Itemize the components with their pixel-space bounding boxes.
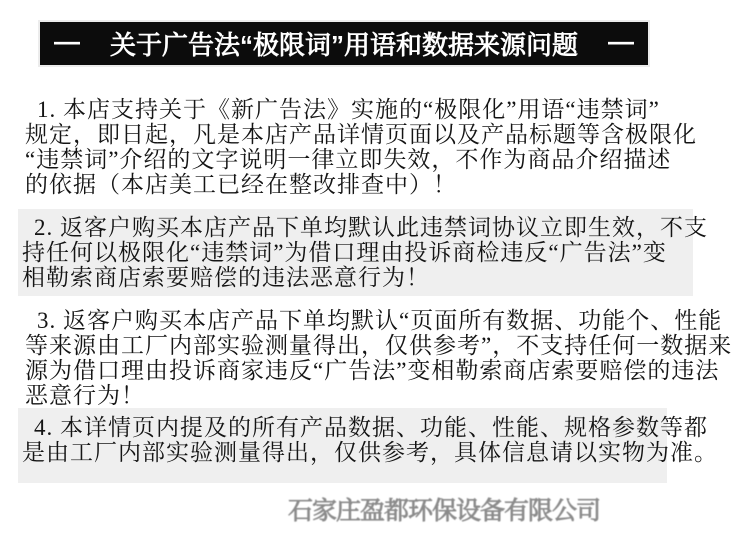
text-line: 2. 返客户购买本店产品下单均默认此违禁词协议立即生效，不支 <box>34 215 708 240</box>
text-line: 持任何以极限化“违禁词”为借口理由投诉商检违反“广告法”变 <box>22 240 667 265</box>
page-title: 关于广告法“极限词”用语和数据来源问题 <box>109 30 578 60</box>
notice-paragraph-3 <box>25 308 733 408</box>
company-name: 石家庄盈都环保设备有限公司 <box>288 497 601 525</box>
text-line: 3. 返客户购买本店产品下单均默认“页面所有数据、功能个、性能 <box>37 308 723 333</box>
text-line: 的依据（本店美工已经在整改排查中）！ <box>25 172 457 197</box>
text-line: 1. 本店支持关于《新广告法》实施的“极限化”用语“违禁词” <box>37 97 660 122</box>
right-dash-icon: — <box>607 26 634 56</box>
text-line: 规定，即日起，凡是本店产品详情页面以及产品标题等含极限化 <box>25 122 697 147</box>
text-line: 等来源由工厂内部实验测量得出，仅供参考”，不支持任何一数据来 <box>25 333 733 358</box>
text-line: 恶意行为！ <box>25 383 145 408</box>
left-dash-icon: — <box>54 26 80 56</box>
notice-paragraph-2 <box>18 209 708 296</box>
notice-paragraph-1 <box>25 97 730 197</box>
disclaimer-page <box>0 22 750 549</box>
header-banner <box>40 22 648 65</box>
text-line: 4. 本详情页内提及的所有产品数据、功能、性能、规格参数等都 <box>34 415 708 440</box>
text-line: 是由工厂内部实验测量得出，仅供参考，具体信息请以实物为准。 <box>22 440 718 465</box>
notice-paragraph-4 <box>18 408 718 483</box>
text-line: “违禁词”介绍的文字说明一律立即失效，不作为商品介绍描述 <box>25 147 672 172</box>
text-line: 相勒索商店索要赔偿的违法恶意行为！ <box>22 265 430 290</box>
text-line: 源为借口理由投诉商家违反“广告法”变相勒索商店索要赔偿的违法 <box>25 358 720 383</box>
